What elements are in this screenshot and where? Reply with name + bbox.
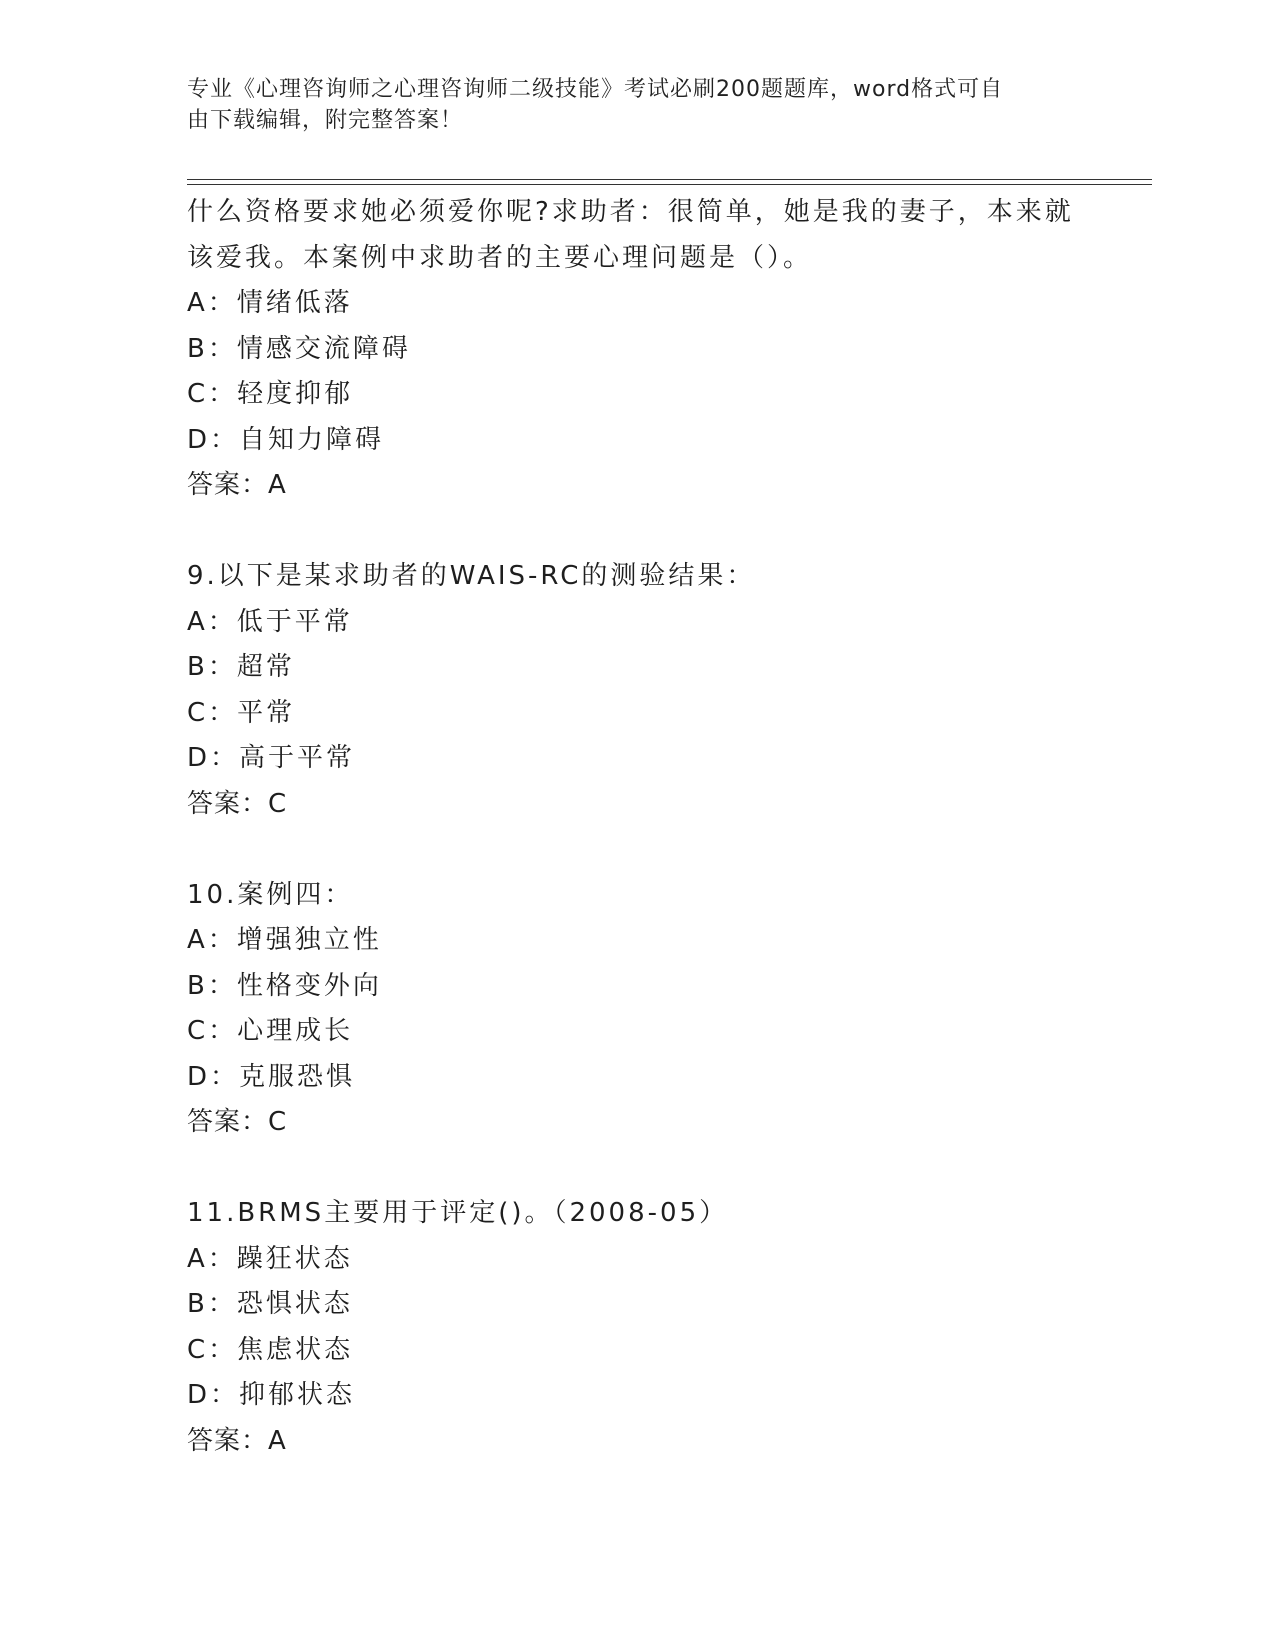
answer-line: 答案：C [187, 788, 288, 819]
header-line-2: 由下载编辑，附完整答案！ [187, 108, 464, 133]
header-divider-bottom [187, 184, 1152, 185]
option-d: D：自知力障碍 [187, 424, 385, 455]
question-text: 什么资格要求她必须爱你呢?求助者：很简单，她是我的妻子，本来就 [187, 197, 1074, 227]
answer-line: 答案：A [187, 470, 287, 500]
question-text: 11.BRMS主要用于评定()。（2008-05） [187, 1198, 729, 1228]
question-text: 9.以下是某求助者的WAIS-RC的测验结果： [187, 561, 756, 591]
question-block-11 [187, 1191, 1137, 1464]
header-line-1: 专业《心理咨询师之心理咨询师二级技能》考试必刷200题题库，word格式可自 [187, 77, 1004, 102]
spacer [187, 509, 1137, 555]
spacer [187, 827, 1137, 873]
option-a: A：低于平常 [187, 606, 353, 637]
question-block-continued [187, 190, 1137, 509]
question-list [187, 190, 1137, 1464]
option-c: C：焦虑状态 [187, 1334, 354, 1365]
question-text: 10.案例四： [187, 879, 354, 910]
option-d: D：抑郁状态 [187, 1380, 356, 1410]
question-block-10 [187, 873, 1137, 1146]
option-a: A：躁狂状态 [187, 1243, 353, 1274]
option-b: B：超常 [187, 652, 295, 682]
option-c: C：平常 [187, 697, 296, 728]
option-c: C：轻度抑郁 [187, 379, 354, 409]
question-block-9 [187, 554, 1137, 827]
document-header [187, 74, 1067, 136]
option-b: B：情感交流障碍 [187, 333, 411, 364]
header-divider-top [187, 179, 1152, 180]
option-c: C：心理成长 [187, 1016, 354, 1046]
option-b: B：恐惧状态 [187, 1289, 353, 1319]
answer-line: 答案：C [187, 1107, 288, 1137]
spacer [187, 1146, 1137, 1192]
option-a: A：情绪低落 [187, 288, 353, 318]
option-d: D：高于平常 [187, 743, 356, 773]
option-d: D：克服恐惧 [187, 1061, 356, 1092]
answer-line: 答案：A [187, 1425, 287, 1456]
option-a: A：增强独立性 [187, 925, 382, 955]
question-text: 该爱我。本案例中求助者的主要心理问题是（）。 [187, 242, 813, 273]
option-b: B：性格变外向 [187, 970, 382, 1001]
